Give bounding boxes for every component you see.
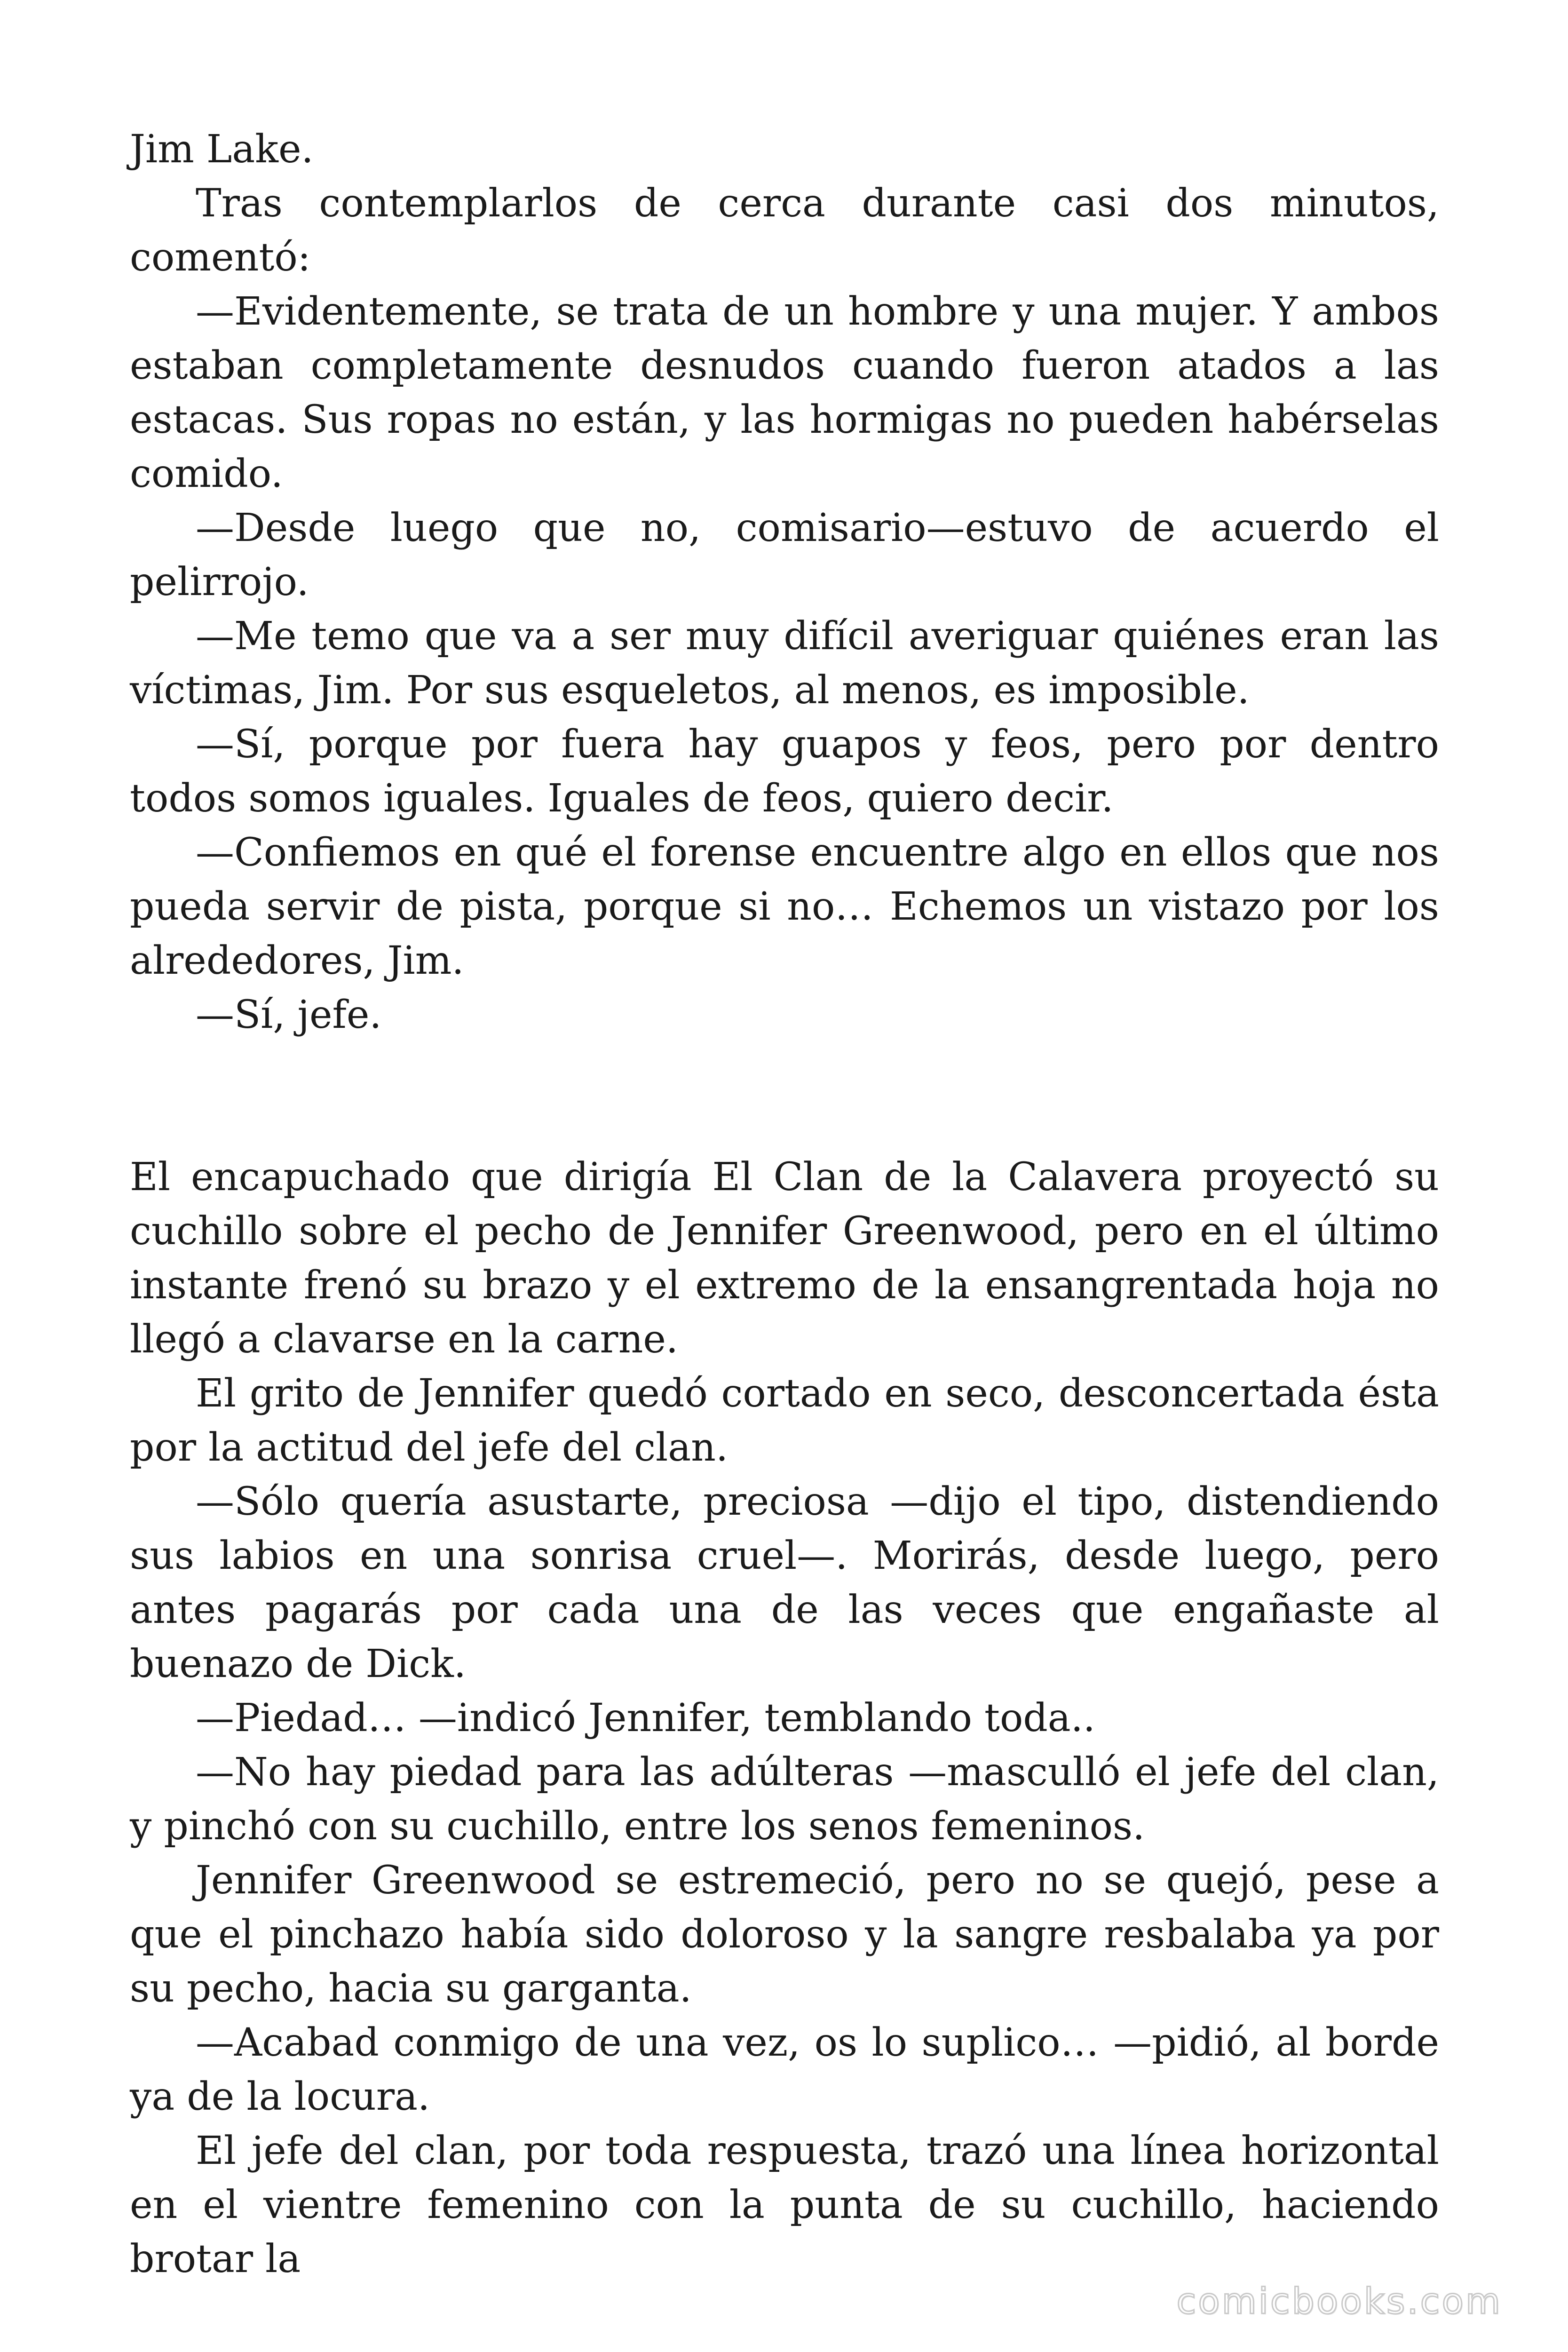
paragraph: —Sí, porque por fuera hay guapos y feos, pero por dentro todos somos iguales. Iguales de feos, quiero decir. bbox=[130, 722, 1439, 821]
text-section-1 bbox=[130, 122, 1439, 1042]
paragraph: El jefe del clan, por toda respuesta, trazó una línea horizontal en el vientre femenino con la punta de su cuchillo, haciendo brotar la bbox=[130, 2129, 1439, 2281]
paragraph: El grito de Jennifer quedó cortado en seco, desconcertada ésta por la actitud del jefe del clan. bbox=[130, 1371, 1439, 1470]
paragraph: —Sólo quería asustarte, preciosa —dijo el tipo, distendiendo sus labios en una sonrisa cruel—. Morirás, desde luego, pero antes pagarás por cada una de las veces que engañaste al buenazo de Dick. bbox=[130, 1479, 1439, 1686]
paragraph: —Piedad… —indicó Jennifer, temblando toda.. bbox=[196, 1696, 1095, 1740]
text-section-2 bbox=[130, 1150, 1439, 2286]
paragraph: —Desde luego que no, comisario—estuvo de acuerdo el pelirrojo. bbox=[130, 506, 1439, 604]
paragraph: —Evidentemente, se trata de un hombre y una mujer. Y ambos estaban completamente desnudos cuando fueron atados a las estacas. Sus ropas no están, y las hormigas no pueden habérselas comido. bbox=[130, 289, 1439, 496]
book-page bbox=[130, 122, 1439, 2286]
paragraph: —No hay piedad para las adúlteras —masculló el jefe del clan, y pinchó con su cuchillo, entre los senos femeninos. bbox=[130, 1750, 1439, 1849]
paragraph: —Sí, jefe. bbox=[196, 993, 382, 1037]
paragraph: —Acabad conmigo de una vez, os lo suplico… —pidió, al borde ya de la locura. bbox=[130, 2020, 1439, 2119]
paragraph: —Me temo que va a ser muy difícil averiguar quiénes eran las víctimas, Jim. Por sus esqueletos, al menos, es imposible. bbox=[130, 614, 1439, 713]
paragraph: Jennifer Greenwood se estremeció, pero no se quejó, pese a que el pinchazo había sido doloroso y la sangre resbalaba ya por su pecho, hacia su garganta. bbox=[130, 1858, 1439, 2011]
paragraph: Tras contemplarlos de cerca durante casi dos minutos, comentó: bbox=[130, 181, 1439, 280]
paragraph: Jim Lake. bbox=[130, 127, 314, 172]
paragraph: El encapuchado que dirigía El Clan de la Calavera proyectó su cuchillo sobre el pecho de Jennifer Greenwood, pero en el último instante frenó su brazo y el extremo de la ensangrentada hoja no llegó a clavarse en la carne. bbox=[130, 1155, 1439, 1362]
section-break bbox=[130, 1042, 1439, 1150]
paragraph: —Confiemos en qué el forense encuentre algo en ellos que nos pueda servir de pista, porque si no… Echemos un vistazo por los alrededores, Jim. bbox=[130, 830, 1439, 983]
watermark: comicbooks.com bbox=[1176, 2280, 1502, 2322]
